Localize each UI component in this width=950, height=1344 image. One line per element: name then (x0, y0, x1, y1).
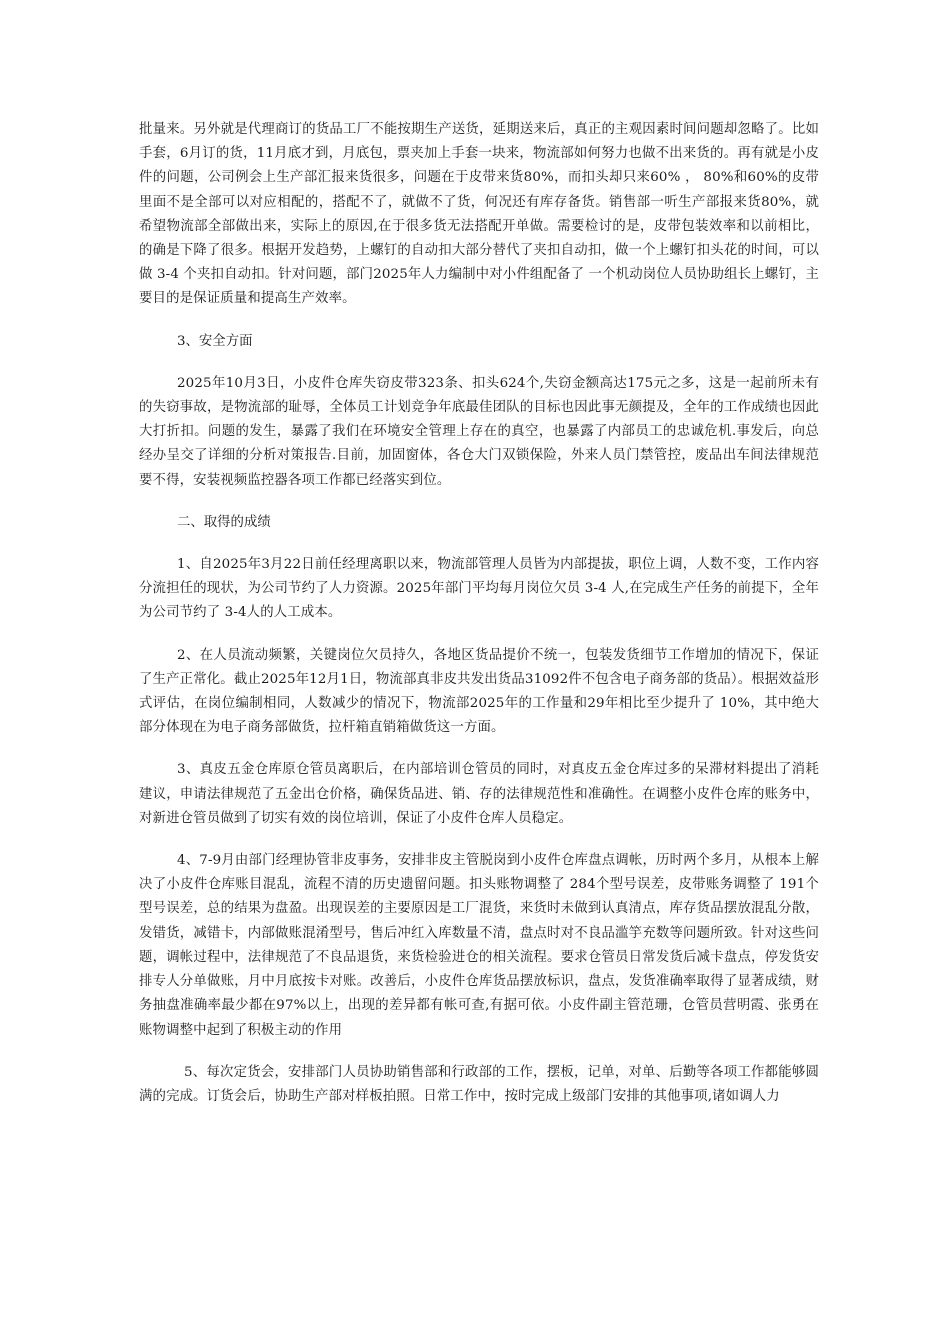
paragraph-achievement-5: 5、每次定货会，安排部门人员协助销售部和行政部的工作，摆板，记单，对单、后勤等各项工作都能够圆满的完成。订货会后，协助生产部对样板拍照。日常工作中，按时完成上级部门安排的其他事项,诸如调人力 (139, 1064, 819, 1104)
paragraph-achievement-1: 1、自2025年3月22日前任经理离职以来，物流部管理人员皆为内部提拔，职位上调，人数不变，工作内容分流担任的现状，为公司节约了人力资源。2025年部门平均每月岗位欠员 3-4 人,在完成生产任务的前提下，全年为公司节约了 3-4人的人工成本。 (139, 557, 819, 621)
document-body (139, 118, 819, 1127)
paragraph-achievement-3: 3、真皮五金仓库原仓管员离职后，在内部培训仓管员的同时，对真皮五金仓库过多的呆滞材料提出了消耗建议，申请法律规范了五金出仓价格，确保货品进、销、存的法律规范性和准确性。在调整小皮件仓库的账务中，对新进仓管员做到了切实有效的岗位培训，保证了小皮件仓库人员稳定。 (139, 762, 819, 826)
paragraph-achievement-2: 2、在人员流动频繁，关键岗位欠员持久，各地区货品提价不统一，包装发货细节工作增加的情况下，保证了生产正常化。截止2025年12月1日，物流部真非皮共发出货品31092件不包含电子商务部的货品）。根据效益形式评估，在岗位编制相同，人数减少的情况下，物流部2025年的工作量和29年相比至少提升了 10%，其中绝大部分体现在为电子商务部做货，拉杆箱直销箱做货这一方面。 (139, 647, 819, 736)
section-heading-achievements: 二、取得的成绩 (177, 514, 271, 530)
paragraph-safety-incident: 2025年10月3日，小皮件仓库失窃皮带323条、扣头624个,失窃金额高达175元之多，这是一起前所未有的失窃事故，是物流部的耻辱，全体员工计划竞争年底最佳团队的目标也因此事无颜提及，全年的工作成绩也因此大打折扣。问题的发生，暴露了我们在环境安全管理上存在的真空，也暴露了内部员工的忠诚危机.事发后，向总经办呈交了详细的分析对策报告.目前，加固窗体，各仓大门双锁保险，外来人员门禁管控，废品出车间法律规范要不得，安装视频监控器各项工作都已经落实到位。 (139, 375, 819, 488)
paragraph-continuation: 批量来。另外就是代理商订的货品工厂不能按期生产送货，延期送来后，真正的主观因素时间问题却忽略了。比如手套，6月订的货，11月底才到，月底包，票夹加上手套一块来，物流部如何努力也做不出来货的。再有就是小皮件的问题，公司例会上生产部汇报来货很多，问题在于皮带来货80%，而扣头却只来60% ， 80%和60%的皮带里面不是全部可以对应相配的，搭配不了，就做不了货，何况还有库存备货。销售部一听生产部报来货80%，就希望物流部全部做出来，实际上的原因,在于很多货无法搭配开单做。需要检讨的是，皮带包装效率和以前相比，的确是下降了很多。根据开发趋势，上螺钉的自动扣大部分替代了夹扣自动扣，做一个上螺钉扣头花的时间，可以做 3-4 个夹扣自动扣。针对问题，部门2025年人力编制中对小件组配备了 一个机动岗位人员协助组长上螺钉，主要目的是保证质量和提高生产效率。 (139, 122, 819, 307)
section-heading-safety: 3、安全方面 (177, 333, 253, 349)
paragraph-achievement-4: 4、7-9月由部门经理协管非皮事务，安排非皮主管脱岗到小皮件仓库盘点调帐，历时两个多月，从根本上解决了小皮件仓库账目混乱，流程不清的历史遗留问题。扣头账物调整了 284个型号误差，皮带账务调整了 191个型号误差，总的结果为盘盈。出现误差的主要原因是工厂混货，来货时未做到认真清点，库存货品摆放混乱分散，发错货，减错卡，内部做账混淆型号，售后冲红入库数量不清，盘点时对不良品滥竽充数等问题所致。针对这些问题，调帐过程中，法律规范了不良品退货，来货检验进仓的相关流程。要求仓管员日常发货后减卡盘点，停发货安排专人分单做账，月中月底按卡对账。改善后，小皮件仓库货品摆放标识，盘点，发货准确率取得了显著成绩，财务抽盘准确率最少都在97%以上，出现的差异都有帐可查,有据可依。小皮件副主管范珊，仓管员营明霞、张勇在账物调整中起到了积极主动的作用 (139, 853, 819, 1038)
